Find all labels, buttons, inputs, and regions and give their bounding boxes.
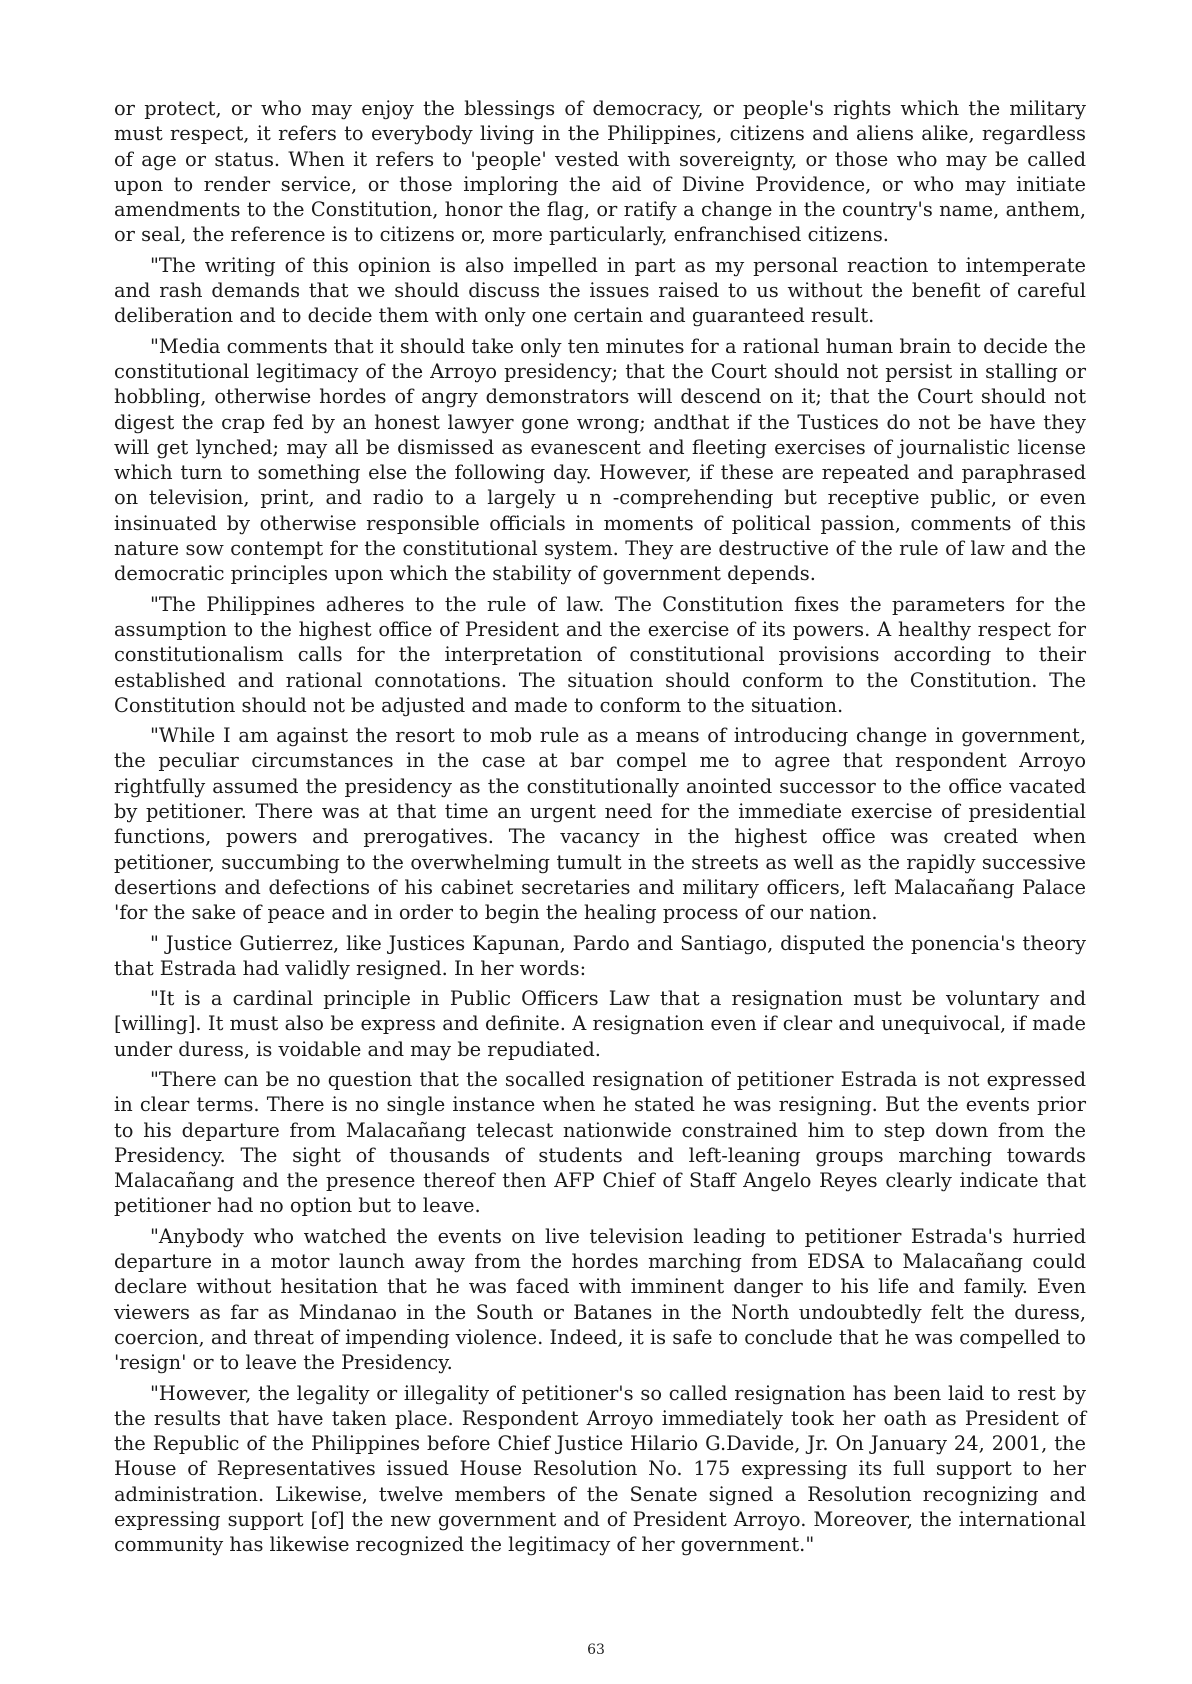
paragraph-8: "There can be no question that the socalled resignation of petitioner Estrada is not expressed in clear terms. There is no single instance when he stated he was resigning. But the events prior to his departure from Malacañang telecast nationwide constrained him to step down from the Presidency. The sight of thousands of students and left-leaning groups marching towards Malacañang and the presence thereof then AFP Chief of Staff Angelo Reyes clearly indicate that petitioner had no option but to leave. [114,1067,1086,1218]
paragraph-3: "Media comments that it should take only ten minutes for a rational human brain to decide the constitutional legitimacy of the Arroyo presidency; that the Court should not persist in stalling or hobbling, otherwise hordes of angry demonstrators will descend on it; that the Court should not digest the crap fed by an honest lawyer gone wrong; andthat if the Tustices do not be have they will get lynched; may all be dismissed as evanescent and fleeting exercises of journalistic license which turn to something else the following day. However, if these are repeated and paraphrased on television, print, and radio to a largely u n -comprehending but receptive public, or even insinuated by otherwise responsible officials in moments of political passion, comments of this nature sow contempt for the constitutional system. They are destructive of the rule of law and the democratic principles upon which the stability of government depends. [114,334,1086,586]
paragraph-6: " Justice Gutierrez, like Justices Kapunan, Pardo and Santiago, disputed the ponencia's theory that Estrada had validly resigned. In her words: [114,931,1086,980]
paragraph-7: "It is a cardinal principle in Public Officers Law that a resignation must be voluntary and [willing]. It must also be express and definite. A resignation even if clear and unequivocal, if made under duress, is voidable and may be repudiated. [114,987,1086,1061]
paragraph-9: "Anybody who watched the events on live television leading to petitioner Estrada's hurried departure in a motor launch away from the hordes marching from EDSA to Malacañang could declare without hesitation that he was faced with imminent danger to his life and family. Even viewers as far as Mindanao in the South or Batanes in the North undoubtedly felt the duress, coercion, and threat of impending violence. Indeed, it is safe to conclude that he was compelled to 'resign' or to leave the Presidency. [114,1224,1086,1375]
paragraph-10: "However, the legality or illegality of petitioner's so called resignation has been laid to rest by the results that have taken place. Respondent Arroyo immediately took her oath as President of the Republic of the Philippines before Chief Justice Hilario G.Davide, Jr. On January 24, 2001, the House of Representatives issued House Resolution No. 175 expressing its full support to her administration. Likewise, twelve members of the Senate signed a Resolution recognizing and expressing support [of] the new government and of President Arroyo. Moreover, the international community has likewise recognized the legitimacy of her government." [114,1381,1086,1557]
paragraph-1: or protect, or who may enjoy the blessings of democracy, or people's rights which the military must respect, it refers to everybody living in the Philippines, citizens and aliens alike, regardless of age or status. When it refers to 'people' vested with sovereignty, or those who may be called upon to render service, or those imploring the aid of Divine Providence, or who may initiate amendments to the Constitution, honor the flag, or ratify a change in the country's name, anthem, or seal, the reference is to citizens or, more particularly, enfranchised citizens. [114,97,1086,247]
paragraph-4: "The Philippines adheres to the rule of law. The Constitution fixes the parameters for the assumption to the highest office of President and the exercise of its powers. A healthy respect for constitutionalism calls for the interpretation of constitutional provisions according to their established and rational connotations. The situation should conform to the Constitution. The Constitution should not be adjusted and made to conform to the situation. [114,592,1086,717]
paragraph-5: "While I am against the resort to mob rule as a means of introducing change in government, the peculiar circumstances in the case at bar compel me to agree that respondent Arroyo rightfully assumed the presidency as the constitutionally anointed successor to the office vacated by petitioner. There was at that time an urgent need for the immediate exercise of presidential functions, powers and prerogatives. The vacancy in the highest office was created when petitioner, succumbing to the overwhelming tumult in the streets as well as the rapidly successive desertions and defections of his cabinet secretaries and military officers, left Malacañang Palace 'for the sake of peace and in order to begin the healing process of our nation. [114,724,1086,925]
paragraph-2: "The writing of this opinion is also impelled in part as my personal reaction to intemperate and rash demands that we should discuss the issues raised to us without the benefit of careful deliberation and to decide them with only one certain and guaranteed result. [114,253,1086,328]
document-body [114,96,1086,1563]
page-number: 63 [587,1642,605,1658]
